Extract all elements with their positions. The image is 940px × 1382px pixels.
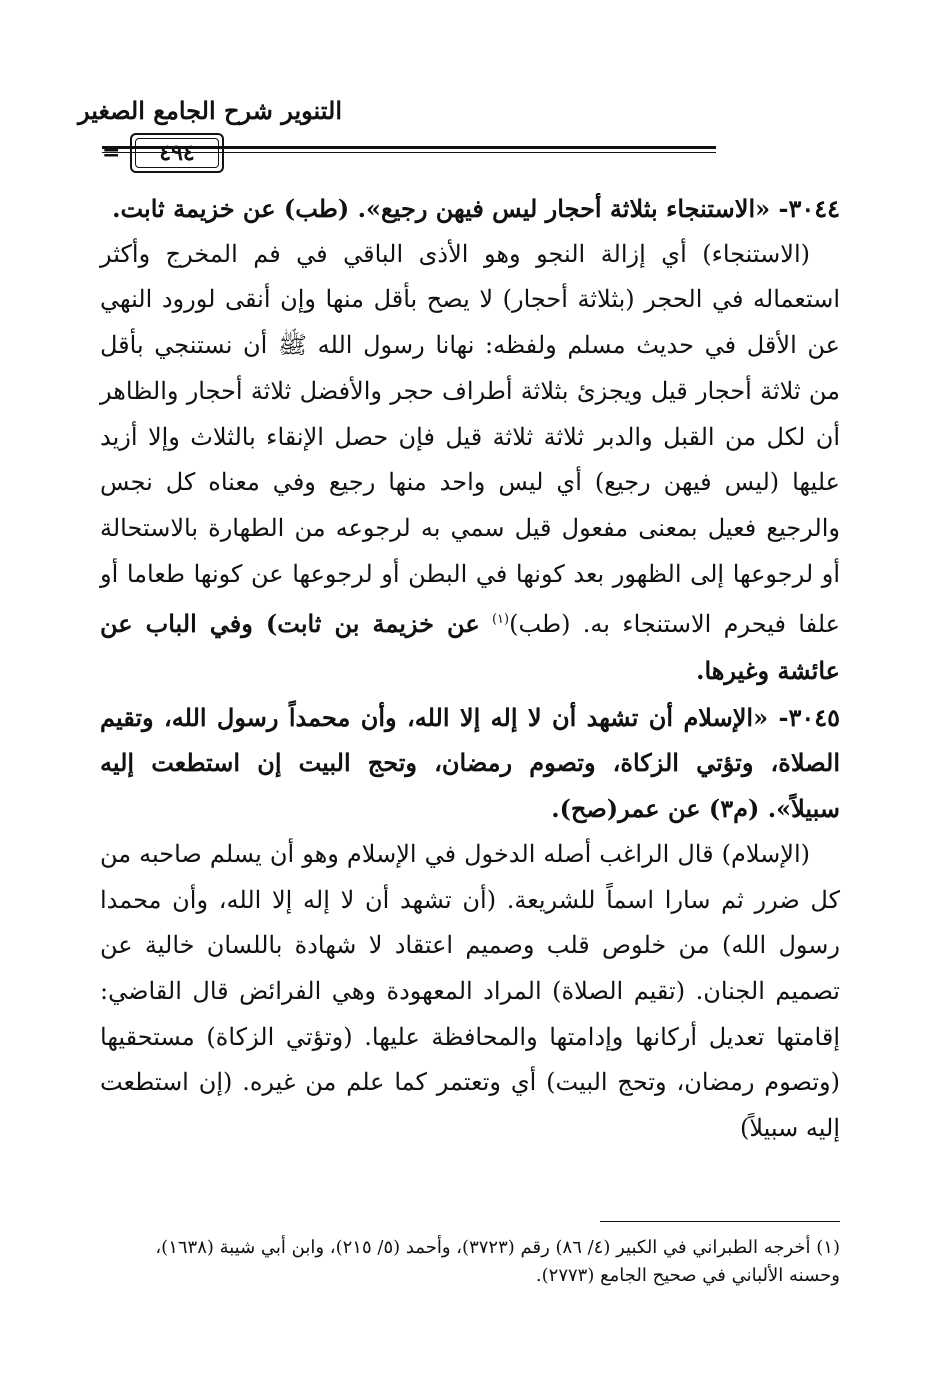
- commentary-3044-line: (الاستنجاء) أي إزالة النجو وهو الأذى الباقي في فم المخرج وأكثر: [100, 239, 810, 268]
- commentary-3044-line: استعماله في الحجر (بثلاثة أحجار) لا يصح بأقل منها وإن أنقى لورود النهي: [100, 285, 840, 314]
- commentary-3044-line: الاستنجاء به. (طب): [509, 610, 712, 639]
- footnotes: [100, 1234, 840, 1290]
- hadith-3045-line3: (م٣) عن عمر(صح).: [551, 794, 760, 824]
- hadith-3044: [100, 186, 840, 232]
- commentary-3045-line: كل ضرر ثم سارا اسماً للشريعة. (أن تشهد أن لا إله إلا الله، وأن محمدا رسول: [100, 885, 841, 960]
- hadith-3045: [100, 695, 840, 832]
- commentary-3044-source: عن خزيمة بن ثابت) وفي الباب عن عائشة وغيرها.: [100, 609, 840, 686]
- commentary-3045: [100, 832, 840, 1152]
- commentary-3044-line: فعيل بمعنى مفعول قيل سمي به لرجوعه من الطهارة بالاستحالة أو لرجوعها: [100, 513, 841, 588]
- footnote-marker: (١): [491, 612, 510, 628]
- hadith-3044-line2: ثابت.: [112, 194, 165, 223]
- hadith-3045-line1: ٣٠٤٥- «الإسلام أن تشهد أن لا إله إلا الله، وأن محمداً رسول الله، وتقيم: [100, 702, 840, 732]
- commentary-3045-line: رمضان، وتحج البيت) أي وتعتمر كما علم من غيره. (إن استطعت إليه سبيلاً): [100, 1068, 840, 1143]
- commentary-3044-line: (ليس فيهن رجيع) أي ليس واحد منها رجيع وفي معناه كل نجس والرجيع: [100, 468, 840, 542]
- page-number-ornament: =: [102, 140, 121, 166]
- commentary-3045-line: الجنان. (تقيم الصلاة) المراد المعهودة وهي الفرائض قال القاضي: إقامتها: [100, 976, 840, 1051]
- commentary-3045-line: (الإسلام) قال الراغب أصله الدخول في الإسلام وهو أن يسلم صاحبه من: [100, 839, 810, 868]
- commentary-3044: [100, 232, 840, 695]
- commentary-3044-line: أحجار قيل ويجزئ بثلاثة أطراف حجر والأفضل ثلاثة أحجار والظاهر أن: [100, 376, 840, 451]
- page-number: ٤٩٤: [130, 133, 224, 173]
- commentary-3044-line: لكل من القبل والدبر ثلاثة ثلاثة قيل فإن حصل الإنقاء بالثلاث وإلا أزيد عليها: [100, 422, 840, 497]
- hadith-3044-line1: ٣٠٤٤- «الاستنجاء بثلاثة أحجار ليس فيهن رجيع». (طب) عن خزيمة: [173, 194, 840, 223]
- running-header-title: التنوير شرح الجامع الصغير: [78, 96, 342, 125]
- commentary-3045-line: الله) من خلوص قلب وصميم اعتقاد لا شهادة باللسان خالية عن تصميم: [100, 931, 840, 1005]
- footnote-1-line1: (١) أخرجه الطبراني في الكبير (٤/ ٨٦) رقم (٣٧٢٣)، وأحمد (٥/ ٢١٥)، وابن أبي شيبة (١٦٣٨)،: [155, 1237, 840, 1258]
- main-text: [100, 186, 840, 1152]
- footnote-separator: [600, 1221, 840, 1222]
- commentary-3044-line: إلى الظهور بعد كونها في البطن أو لرجوعها عن كونها طعاما أو علفا فيحرم: [100, 559, 840, 639]
- commentary-3045-line: تعديل أركانها وإدامتها والمحافظة عليها. (وتؤتي الزكاة) مستحقيها (وتصوم: [100, 1022, 840, 1097]
- hadith-3045-line2: الصلاة، وتؤتي الزكاة، وتصوم رمضان، وتحج البيت إن استطعت إليه سبيلاً».: [100, 748, 840, 824]
- commentary-3044-line: عن الأقل في حديث مسلم ولفظه: نهانا رسول الله ﷺ أن نستنجي بأقل من ثلاثة: [100, 331, 840, 405]
- footnote-1-line2: وحسنه الألباني في صحيح الجامع (٢٧٧٣).: [535, 1265, 840, 1286]
